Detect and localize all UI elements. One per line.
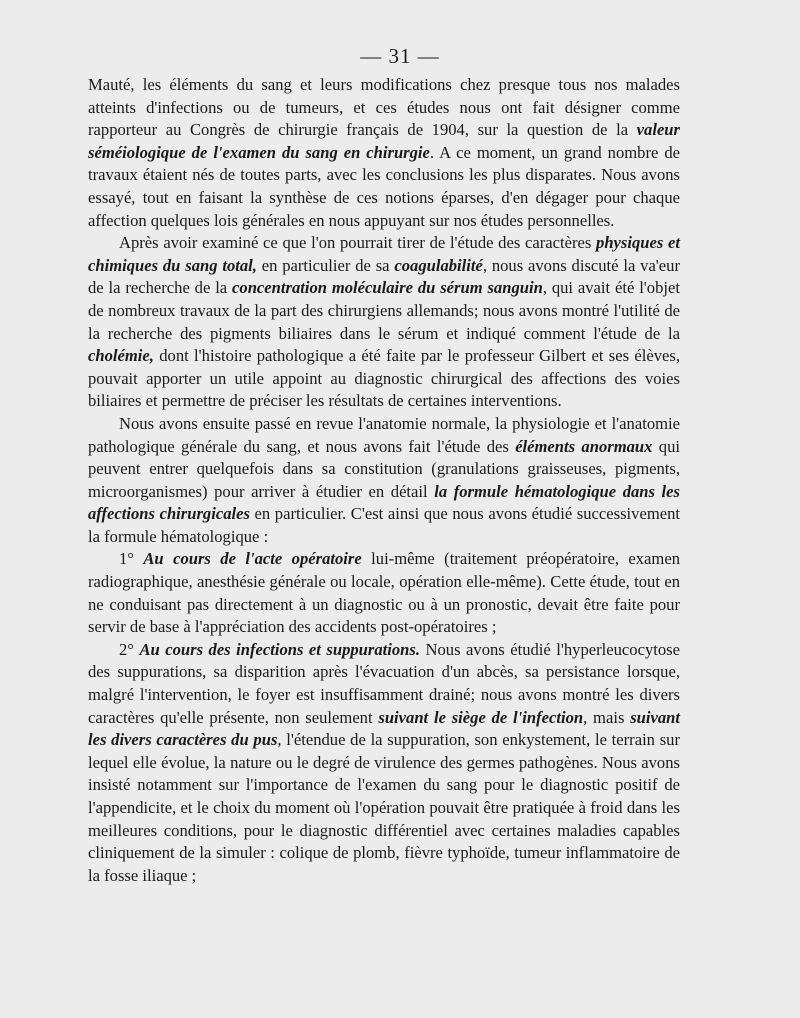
paragraph	[88, 413, 680, 549]
text-run: 1°	[119, 549, 144, 569]
paragraph	[88, 74, 680, 232]
text-run: lui-même (traitement préopératoire, examen radiographique, anesthésie générale ou locale, opération elle-même). Cette étude, tout en ne conduisant pas directement à un diagnostic ou à un pronostic, devait être faite pour servir de base à l'appréciation des accidents post-opératoires ;	[88, 549, 680, 637]
paragraph	[88, 548, 680, 638]
italic-run: physiques et chimiques du sang total,	[88, 233, 680, 275]
italic-run: cholémie,	[88, 346, 154, 366]
text-run: 2°	[119, 639, 140, 659]
text-run: , l'étendue de la suppuration, son enkystement, le terrain sur lequel elle évolue, la nature ou le degré de virulence des germes pathogènes. Nous avons insisté notamment sur l'importance de l'examen du sang pour le diagnostic positif de l'appendicite, et le choix du moment où l'opération pouvait être pratiquée à froid dans les meilleures conditions, pour le diagnostic différentiel avec certaines maladies capables cliniquement de la simuler : colique de plomb, fièvre typhoïde, tumeur inflammatoire de la fosse iliaque ;	[88, 730, 680, 885]
text-run: , qui avait été l'objet de nombreux travaux de la part des chirurgiens allemands; nous avons montré l'utilité de la recherche des pigments biliaires dans le sérum et indiqué comment l'étude de la	[88, 278, 680, 343]
italic-run: suivant le siège de l'infection	[378, 707, 584, 727]
italic-run: Au cours de l'acte opératoire	[143, 549, 362, 569]
text-run: . A ce moment, un grand nombre de travaux étaient nés de toutes parts, avec les conclusions les plus disparates. Nous avons essayé, tout en faisant la synthèse de ces notions éparses, d'en dégager pour chaque affection quelques lois générales en nous appuyant sur nos études personnelles.	[88, 142, 680, 230]
page-number: — 31 —	[360, 44, 440, 68]
text-run: Mauté, les éléments du sang et leurs modifications chez presque tous nos malades atteints d'infections ou de tumeurs, et ces études nous ont fait désigner comme rapporteur au Congrès de chirurgie français de 1904, sur la question de la	[88, 75, 680, 140]
italic-run: concentration moléculaire du sérum sanguin	[232, 278, 543, 298]
paragraph	[88, 639, 680, 888]
text-run: en particulier. C'est ainsi que nous avons étudié successivement la formule hématologique :	[88, 504, 680, 546]
italic-run: suivant les divers caractères du pus	[88, 707, 680, 750]
text-run: Après avoir examiné ce que l'on pourrait tirer de l'étude des caractères	[119, 233, 597, 253]
text-run: Nous avons étudié l'hyperleucocytose des suppurations, sa disparition après l'évacuation d'un abcès, sa persistance lorsque, malgré l'intervention, le foyer est insuffisamment drainé; nous avons montré les divers caractères qu'elle présente, non seulement	[88, 639, 680, 727]
text-run: Nous avons ensuite passé en revue l'anatomie normale, la physiologie et l'anatomie pathologique générale du sang, et nous avons fait l'étude des	[88, 413, 680, 456]
italic-run: la formule hématologique dans les affections chirurgicales	[88, 481, 680, 524]
italic-run: Au cours des infections et suppurations.	[139, 639, 421, 659]
italic-run: valeur séméiologique de l'examen du sang en chirurgie	[88, 120, 680, 162]
text-run: en particulier de sa	[256, 255, 395, 275]
text-run: qui peuvent entrer quelquefois dans sa constitution (granulations graisseuses, pigments, microorganismes) pour arriver à étudier en détail	[88, 436, 680, 501]
italic-run: coagulabilité	[394, 255, 483, 275]
text-run: , mais	[583, 707, 631, 727]
paragraph	[88, 232, 680, 413]
text-run: , nous avons discuté la va'eur de la recherche de la	[88, 255, 680, 298]
body-text	[88, 74, 680, 887]
text-run: dont l'histoire pathologique a été faite par le professeur Gilbert et ses élèves, pouvait apporter un utile appoint au diagnostic chirurgical des affections des voies biliaires et permettre de préciser les résultats de certaines interventions.	[88, 346, 680, 411]
italic-run: éléments anormaux	[515, 436, 653, 456]
